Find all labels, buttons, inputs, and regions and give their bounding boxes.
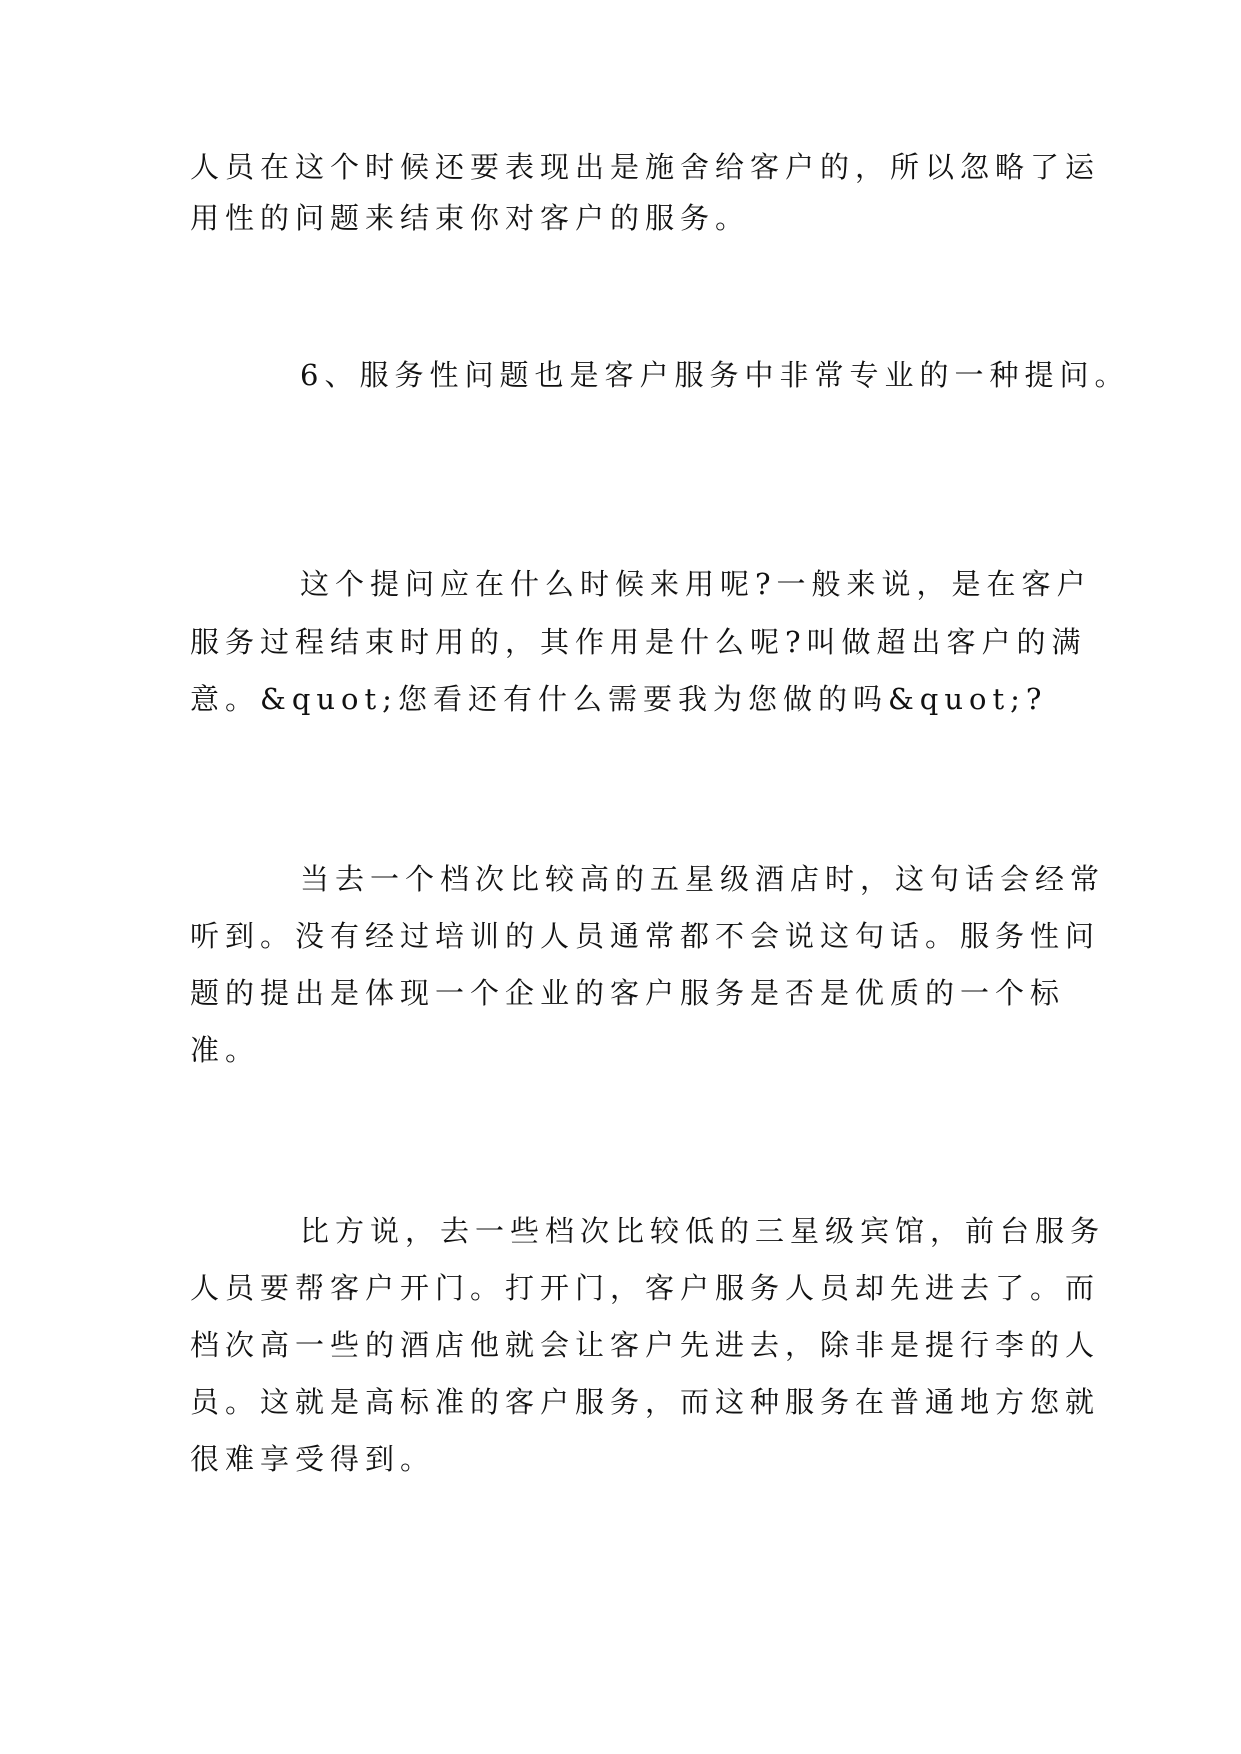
paragraph-line: 很难享受得到。 bbox=[190, 1442, 436, 1476]
paragraph-line: 意。&quot;您看还有什么需要我为您做的吗&quot;? bbox=[190, 682, 1048, 716]
paragraph-line: 员。这就是高标准的客户服务，而这种服务在普通地方您就 bbox=[190, 1385, 1101, 1419]
paragraph-line: 听到。没有经过培训的人员通常都不会说这句话。服务性问 bbox=[190, 919, 1101, 953]
paragraph-line: 服务过程结束时用的，其作用是什么呢?叫做超出客户的满 bbox=[190, 625, 1087, 659]
paragraph-line: 题的提出是体现一个企业的客户服务是否是优质的一个标 bbox=[190, 976, 1066, 1010]
paragraph-line: 人员要帮客户开门。打开门，客户服务人员却先进去了。而 bbox=[190, 1271, 1101, 1305]
paragraph-line: 人员在这个时候还要表现出是施舍给客户的，所以忽略了运 bbox=[190, 150, 1101, 184]
paragraph-line: 比方说，去一些档次比较低的三星级宾馆，前台服务 bbox=[300, 1214, 1106, 1248]
paragraph-line: 档次高一些的酒店他就会让客户先进去，除非是提行李的人 bbox=[190, 1328, 1101, 1362]
paragraph-line: 当去一个档次比较高的五星级酒店时，这句话会经常 bbox=[300, 862, 1106, 896]
paragraph-line: 用性的问题来结束你对客户的服务。 bbox=[190, 201, 751, 235]
paragraph-line: 6、服务性问题也是客户服务中非常专业的一种提问。 bbox=[300, 358, 1130, 392]
paragraph-line: 准。 bbox=[190, 1033, 261, 1067]
paragraph-line: 这个提问应在什么时候来用呢?一般来说，是在客户 bbox=[300, 567, 1092, 601]
